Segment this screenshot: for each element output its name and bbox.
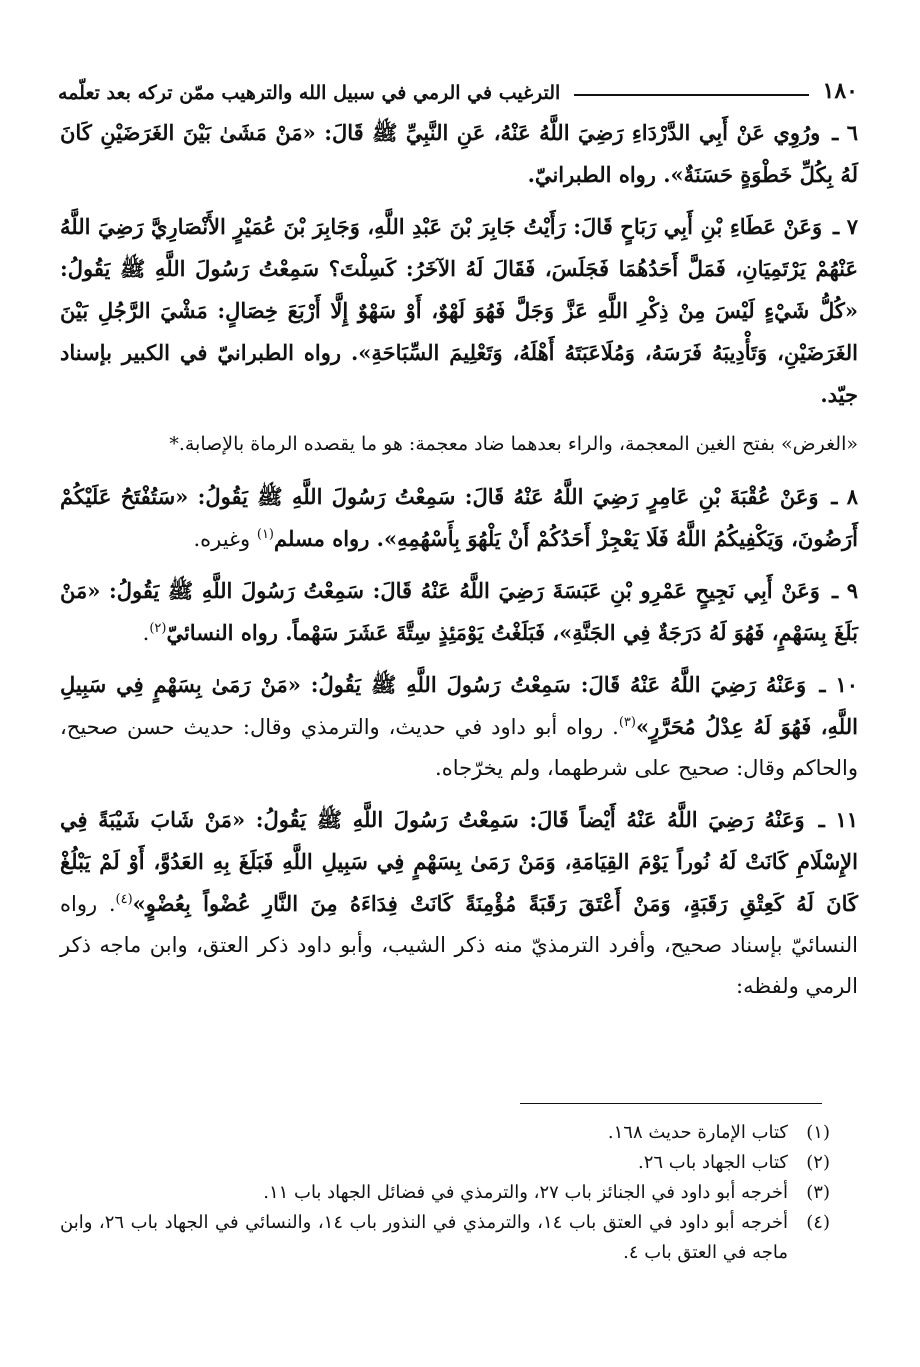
hadith-source: . رواه النسائيّ بإسناد صحيح، وأفرد الترمذيّ منه ذكر الشيب، وأبو داود ذكر العتق، وابن ماجه ذكر الرمي ولفظه: — [60, 892, 858, 998]
hadith-source: . رواه أبو داود في حديث، والترمذي وقال: حديث حسن صحيح، والحاكم وقال: صحيح على شرطهما، ولم يخرّجاه. — [60, 715, 858, 780]
hadith-number: ٧ ـ — [833, 214, 858, 239]
hadith-number: ٩ ـ — [831, 578, 858, 603]
hadith-text: وَعَنْهُ رَضِيَ اللَّهُ عَنْهُ قَالَ: سَمِعْتُ رَسُولَ اللَّهِ ﷺ يَقُولُ: «مَنْ رَمَىٰ بِسَهْمٍ فِي سَبِيلِ اللَّهِ، فَهُوَ لَهُ عِدْلُ مُحَرَّرٍ» — [60, 672, 858, 739]
footnote-separator — [520, 1103, 822, 1104]
footnote-ref[interactable]: (٣) — [618, 715, 636, 730]
hadith-text: ورُوِي عَنْ أَبِي الدَّرْدَاءِ رَضِيَ اللَّهُ عَنْهُ، عَنِ النَّبِيِّ ﷺ قَالَ: «مَنْ مَشَىٰ بَيْنَ الغَرَضَيْنِ كَانَ لَهُ بِكُلِّ خَطْوَةٍ حَسَنَةٌ». رواه الطبرانيّ. — [60, 120, 858, 187]
hadith-text: وَعَنْ عُقْبَةَ بْنِ عَامِرٍ رَضِيَ اللَّهُ عَنْهُ قَالَ: سَمِعْتُ رَسُولَ اللَّهِ ﷺ يَقُولُ: «سَتُفْتَحُ عَلَيْكُمْ أَرَضُونَ، وَيَكْفِيكُمُ اللَّهُ فَلَا يَعْجِزْ أَحَدُكُمْ أَنْ يَلْهُوَ بِأَسْهُمِهِ». رواه مسلم — [60, 484, 858, 551]
hadith-source: . — [142, 621, 150, 645]
hadith-6 — [60, 112, 858, 196]
footnote-ref[interactable]: (٤) — [115, 892, 133, 907]
header-rule — [574, 94, 808, 96]
footnote-text: كتاب الإمارة حديث ١٦٨. — [607, 1122, 788, 1143]
footnote-text: أخرجه أبو داود في العتق باب ١٤، والترمذي في النذور باب ١٤، والنسائي في الجهاد باب ٢٦، وابن ماجه في العتق باب ٤. — [60, 1212, 789, 1263]
running-title: الترغيب في الرمي في سبيل الله والترهيب ممّن تركه بعد تعلّمه — [58, 82, 561, 104]
hadith-text: وَعَنْهُ رَضِيَ اللَّهُ عَنْهُ أَيْضاً قَالَ: سَمِعْتُ رَسُولَ اللَّهِ ﷺ يَقُولُ: «مَنْ شَابَ شَيْبَةً فِي الإِسْلَامِ كَانَتْ لَهُ نُوراً يَوْمَ القِيَامَةِ، وَمَنْ رَمَىٰ بِسَهْمٍ فِي سَبِيلِ اللَّهِ فَبَلَغَ بِهِ العَدُوَّ، أَوْ لَمْ يَبْلُغْ كَانَ لَهُ كَعِتْقِ رَقَبَةٍ، وَمَنْ أَعْتَقَ رَقَبَةً مُؤْمِنَةً كَانَتْ فِدَاءَهُ مِنَ النَّارِ عُضْواً بِعُضْوٍ» — [60, 807, 858, 916]
hadith-11 — [60, 799, 858, 1007]
footnote-text: أخرجه أبو داود في الجنائز باب ٢٧، والترمذي في فضائل الجهاد باب ١١. — [263, 1182, 788, 1203]
footnote-ref[interactable]: (٢) — [149, 621, 167, 636]
footnote-mark: (٤) — [806, 1212, 830, 1233]
footnote-3 — [60, 1178, 830, 1208]
hadith-10 — [60, 664, 858, 789]
footnotes — [60, 1118, 830, 1268]
footnote-1 — [60, 1118, 830, 1148]
footnote-ref[interactable]: (١) — [256, 527, 274, 542]
hadith-8 — [60, 476, 858, 560]
page-number: ١٨٠ — [822, 78, 858, 104]
main-text — [60, 112, 858, 1017]
footnote-4 — [60, 1208, 830, 1268]
hadith-source: وغيره. — [193, 527, 257, 551]
hadith-text: وَعَنْ عَطَاءِ بْنِ أَبِي رَبَاحٍ قَالَ: رَأَيْتُ جَابِرَ بْنَ عَبْدِ اللَّهِ، وَجَابِرَ بْنَ عُمَيْرٍ الأَنْصَارِيَّ رَضِيَ اللَّهُ عَنْهُمْ يَرْتَمِيَانِ، فَمَلَّ أَحَدُهُمَا فَجَلَسَ، فَقَالَ لَهُ الآخَرُ: كَسِلْتَ؟ سَمِعْتُ رَسُولَ اللَّهِ ﷺ يَقُولُ: «كُلُّ شَيْءٍ لَيْسَ مِنْ ذِكْرِ اللَّهِ عَزَّ وَجَلَّ فَهُوَ لَهْوٌ، أَوْ سَهْوٌ إِلَّا أَرْبَعَ خِصَالٍ: مَشْيَ الرَّجُلِ بَيْنَ الغَرَضَيْنِ، وَتَأْدِيبَهُ فَرَسَهُ، وَمُلَاعَبَتَهُ أَهْلَهُ، وَتَعْلِيمَ السِّبَاحَةِ». رواه الطبرانيّ في الكبير بإسناد جيّد. — [60, 214, 858, 407]
hadith-number: ١١ ـ — [818, 807, 858, 832]
footnote-mark: (١) — [806, 1122, 830, 1143]
footnote-mark: (٣) — [806, 1182, 830, 1203]
hadith-9 — [60, 570, 858, 654]
hadith-number: ٦ ـ — [832, 120, 858, 145]
footnote-mark: (٢) — [806, 1152, 830, 1173]
footnote-text: كتاب الجهاد باب ٢٦. — [637, 1152, 788, 1173]
hadith-number: ٨ ـ — [831, 484, 858, 509]
hadith-text: وَعَنْ أَبِي نَجِيحٍ عَمْرِو بْنِ عَبَسَةَ رَضِيَ اللَّهُ عَنْهُ قَالَ: سَمِعْتُ رَسُولَ اللَّهِ ﷺ يَقُولُ: «مَنْ بَلَغَ بِسَهْمٍ، فَهُوَ لَهُ دَرَجَةٌ فِي الجَنَّةِ»، فَبَلَغْتُ يَوْمَئِذٍ سِتَّةَ عَشَرَ سَهْماً. رواه النسائيّ — [60, 578, 858, 645]
hadith-number: ١٠ ـ — [819, 672, 858, 697]
definition-text: «الغرض» بفتح الغين المعجمة، والراء بعدهما ضاد معجمة: هو ما يقصده الرماة بالإصابة.* — [169, 433, 858, 455]
page-header — [58, 68, 858, 104]
hadith-7 — [60, 206, 858, 416]
footnote-2 — [60, 1148, 830, 1178]
definition-note — [60, 426, 858, 462]
